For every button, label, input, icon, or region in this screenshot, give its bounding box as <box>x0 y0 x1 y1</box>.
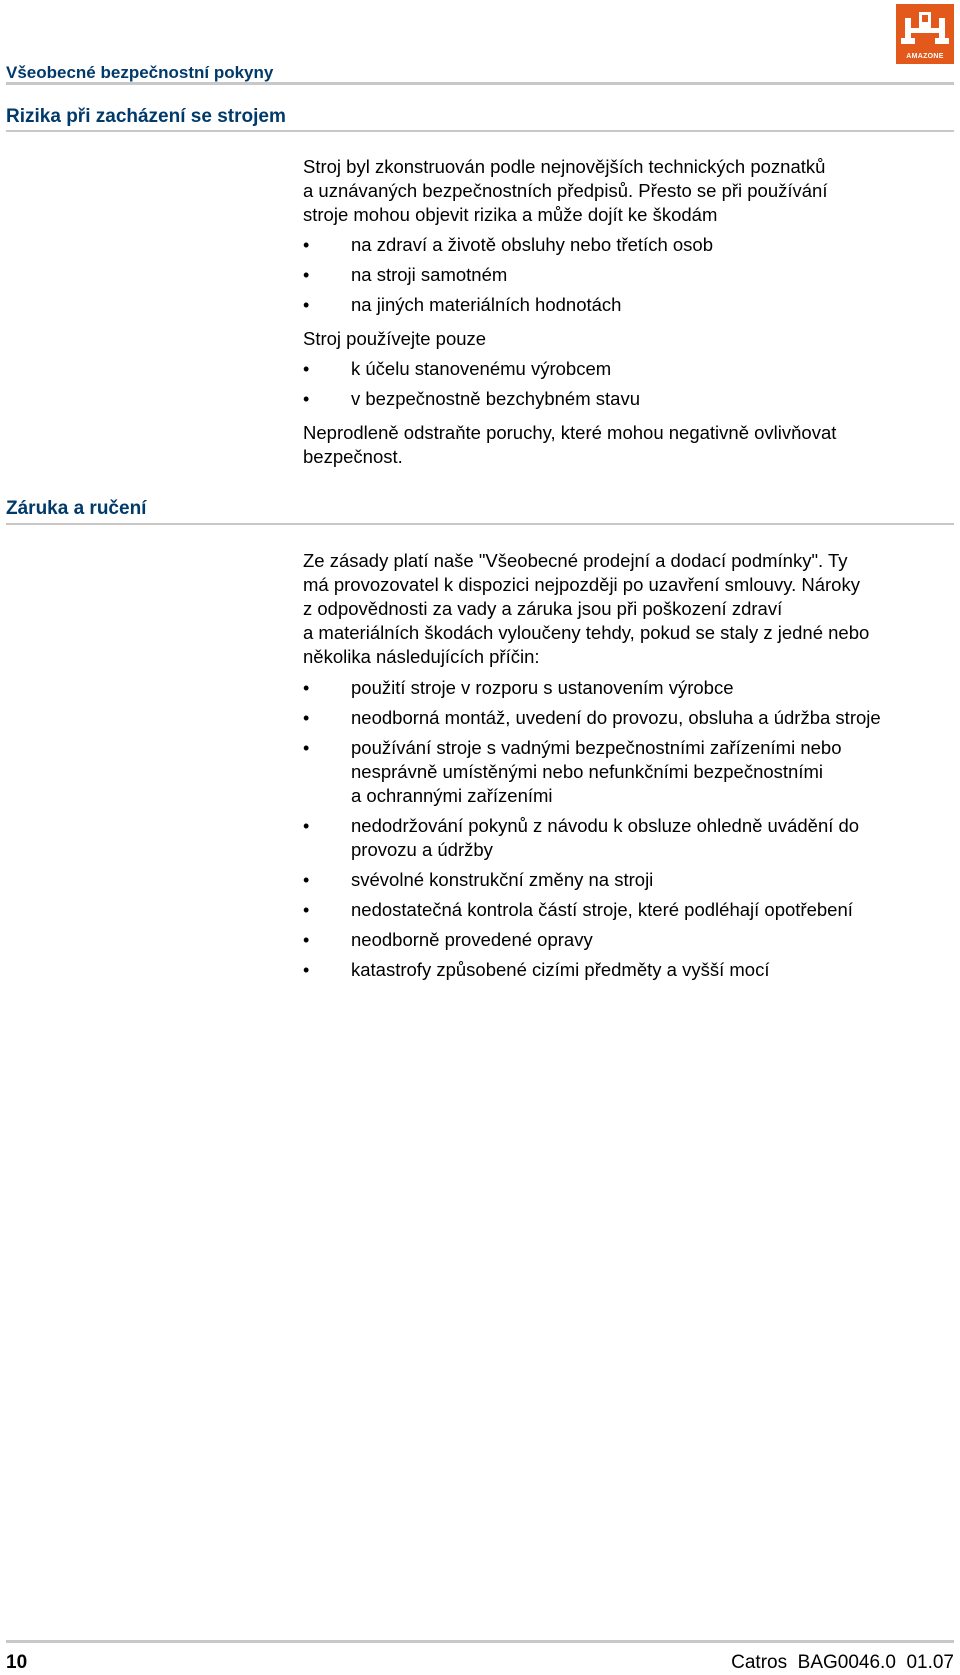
list-item: • k účelu stanovenému výrobcem <box>303 357 953 381</box>
list-item: • použití stroje v rozporu s ustanovením výrobce <box>303 676 953 700</box>
closing-text: Neprodleně odstraňte poruchy, které mohou negativně ovlivňovat bezpečnost. <box>303 422 837 467</box>
tractor-icon <box>896 4 954 52</box>
risks-intro: Stroj byl zkonstruován podle nejnovějších technických poznatků a uznávaných bezpečnostních předpisů. Přesto se při používání stroje mohou objevit rizika a může dojít ke škodám <box>303 156 828 225</box>
amazone-logo <box>896 4 954 64</box>
section-rule-warranty <box>6 523 954 525</box>
list-item: • neodborně provedené opravy <box>303 928 953 952</box>
list-item: • neodborná montáž, uvedení do provozu, obsluha a údržba stroje <box>303 706 953 730</box>
warranty-block <box>303 549 953 982</box>
list-item: • svévolné konstrukční změny na stroji <box>303 868 953 892</box>
condition-list <box>303 357 953 411</box>
section-title-warranty: Záruka a ručení <box>6 498 147 519</box>
list-item: • používání stroje s vadnými bezpečnostními zařízeními nebo nesprávně umístěnými nebo nefunkčními bezpečnostními a ochrannými zařízeními <box>303 736 953 808</box>
list-item: • na stroji samotném <box>303 263 953 287</box>
risk-list <box>303 233 953 317</box>
cause-list <box>303 676 953 982</box>
header-title: Všeobecné bezpečnostní pokyny <box>6 63 274 82</box>
warranty-intro: Ze zásady platí naše "Všeobecné prodejní a dodací podmínky". Ty má provozovatel k dispozici nejpozději po uzavření smlouvy. Nároky z odpovědnosti za vady a záruka jsou při poškození zdraví a materiálních škodách vyloučeny tehdy, pokud se staly z jedné nebo několika následujících příčin: <box>303 550 870 667</box>
risks-block <box>303 155 953 469</box>
list-item: • nedostatečná kontrola částí stroje, které podléhají opotřebení <box>303 898 953 922</box>
use-only-text: Stroj používejte pouze <box>303 328 487 349</box>
document-code: Catros BAG0046.0 01.07 <box>731 1652 954 1673</box>
list-item: • nedodržování pokynů z návodu k obsluze ohledně uvádění do provozu a údržby <box>303 814 953 862</box>
header-rule <box>6 82 954 85</box>
section-title-risks: Rizika při zacházení se strojem <box>6 106 286 127</box>
list-item: • v bezpečnostně bezchybném stavu <box>303 387 953 411</box>
logo-text: AMAZONE <box>906 53 944 60</box>
section-rule-risks <box>6 130 954 132</box>
page-number: 10 <box>6 1652 28 1673</box>
list-item: • na zdraví a životě obsluhy nebo třetích osob <box>303 233 953 257</box>
list-item: • na jiných materiálních hodnotách <box>303 293 953 317</box>
footer-rule <box>6 1640 954 1643</box>
list-item: • katastrofy způsobené cizími předměty a vyšší mocí <box>303 958 953 982</box>
